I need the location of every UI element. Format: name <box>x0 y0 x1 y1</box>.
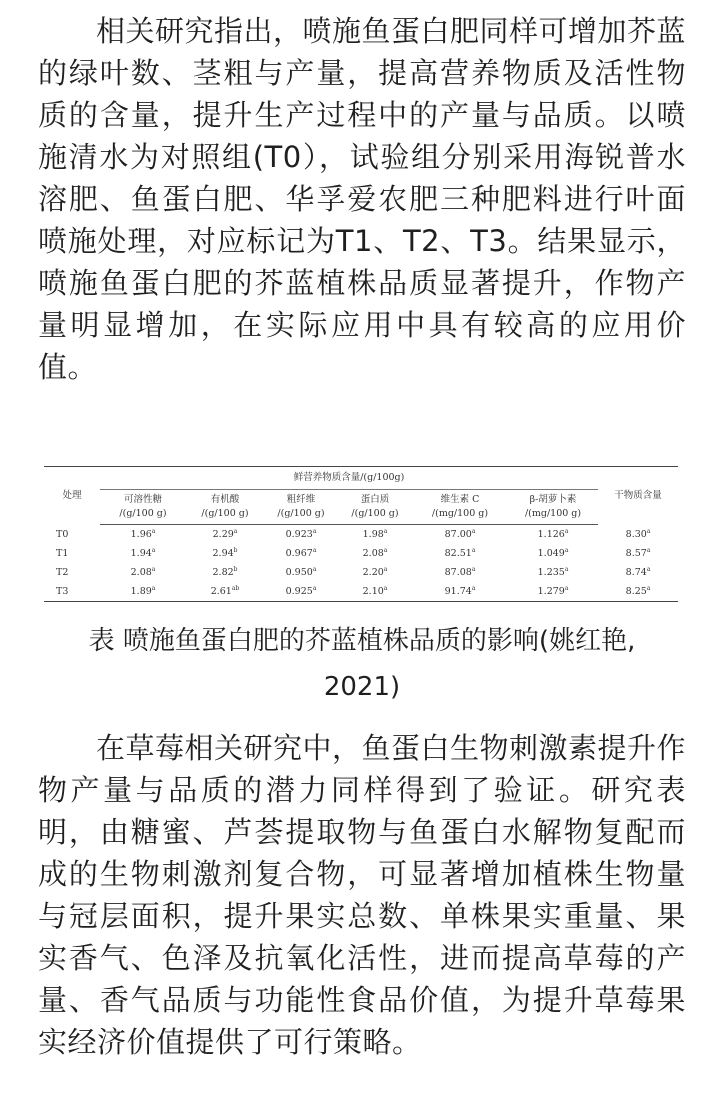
table-row <box>44 544 678 563</box>
column-header: 蛋白质 /(g/100 g) <box>338 490 412 525</box>
caption-line-1: 表 喷施鱼蛋白肥的芥蓝植株品质的影响(姚红艳, <box>88 626 636 656</box>
table-caption <box>38 618 686 710</box>
table-cell: 2.08$^a$ <box>130 565 156 578</box>
table-cell: 1.89$^a$ <box>100 582 186 602</box>
table-cell: 1.235$^a$ <box>537 565 569 578</box>
row-label: T2 <box>56 567 69 578</box>
column-header: 可溶性糖 /(g/100 g) <box>100 490 186 525</box>
table-cell: 2.82$^b$ <box>212 565 238 578</box>
table-row <box>44 582 678 602</box>
table-cell: 8.30$^a$ <box>625 527 651 540</box>
column-header: 粗纤维 /(g/100 g) <box>264 490 338 525</box>
table-body <box>44 525 678 602</box>
paragraph-1: 相关研究指出，喷施鱼蛋白肥同样可增加芥蓝的绿叶数、茎粗与产量，提高营养物质及活性物质的含量，提升生产过程中的产量与品质。以喷施清水为对照组(T0），试验组分别采用海锐普水溶肥、鱼蛋白肥、华孚爱农肥三种肥料进行叶面喷施处理，对应标记为T1、T2、T3。结果显示，喷施鱼蛋白肥的芥蓝植株品质显著提升，作物产量明显增加，在实际应用中具有较高的应用价值。 <box>38 14 687 384</box>
row-label: T0 <box>56 528 69 540</box>
group-header: 鲜营养物质含量/(g/100g) <box>100 467 598 490</box>
table-row <box>44 563 678 582</box>
row-label: T3 <box>44 582 100 602</box>
table-cell: 1.94$^a$ <box>130 546 156 559</box>
table-cell: 2.29$^a$ <box>212 527 238 540</box>
table-cell: 8.57$^a$ <box>625 546 651 559</box>
table-cell: 2.94$^b$ <box>212 546 238 559</box>
table-cell: 1.126$^a$ <box>537 527 569 540</box>
quality-table-figure <box>44 466 678 602</box>
table-cell: 0.925$^a$ <box>264 582 338 602</box>
quality-table <box>44 466 678 602</box>
row-header: 处理 <box>44 467 100 525</box>
table-cell: 2.10$^a$ <box>338 582 412 602</box>
caption-line-2: 2021) <box>323 672 401 702</box>
column-header: 维生素 C /(mg/100 g) <box>412 490 508 525</box>
table-cell: 2.61$^{ab}$ <box>186 582 264 602</box>
table-cell: 2.08$^a$ <box>362 546 388 559</box>
table-cell: 2.20$^a$ <box>362 565 388 578</box>
last-column-header: 干物质含量 <box>598 467 678 525</box>
table-cell: 1.98$^a$ <box>362 527 388 540</box>
table-cell: 8.25$^a$ <box>598 582 678 602</box>
table-cell: 1.279$^a$ <box>508 582 598 602</box>
column-header: β-胡萝卜素 /(mg/100 g) <box>508 490 598 525</box>
table-cell: 87.00$^a$ <box>444 527 476 540</box>
table-cell: 0.950$^a$ <box>285 565 317 578</box>
table-cell: 1.96$^a$ <box>130 527 156 540</box>
table-cell: 87.08$^a$ <box>444 565 476 578</box>
table-cell: 8.74$^a$ <box>625 565 651 578</box>
table-cell: 91.74$^a$ <box>412 582 508 602</box>
table-cell: 82.51$^a$ <box>444 546 476 559</box>
row-label: T1 <box>56 548 69 559</box>
table-cell: 0.967$^a$ <box>285 546 317 559</box>
column-header: 有机酸 /(g/100 g) <box>186 490 264 525</box>
table-cell: 0.923$^a$ <box>285 527 317 540</box>
table-row <box>44 525 678 545</box>
table-cell: 1.049$^a$ <box>537 546 569 559</box>
paragraph-2: 在草莓相关研究中，鱼蛋白生物刺激素提升作物产量与品质的潜力同样得到了验证。研究表明，由糖蜜、芦荟提取物与鱼蛋白水解物复配而成的生物刺激剂复合物，可显著增加植株生物量与冠层面积，提升果实总数、单株果实重量、果实香气、色泽及抗氧化活性，进而提高草莓的产量、香气品质与功能性食品价值，为提升草莓果实经济价值提供了可行策略。 <box>38 731 687 1059</box>
